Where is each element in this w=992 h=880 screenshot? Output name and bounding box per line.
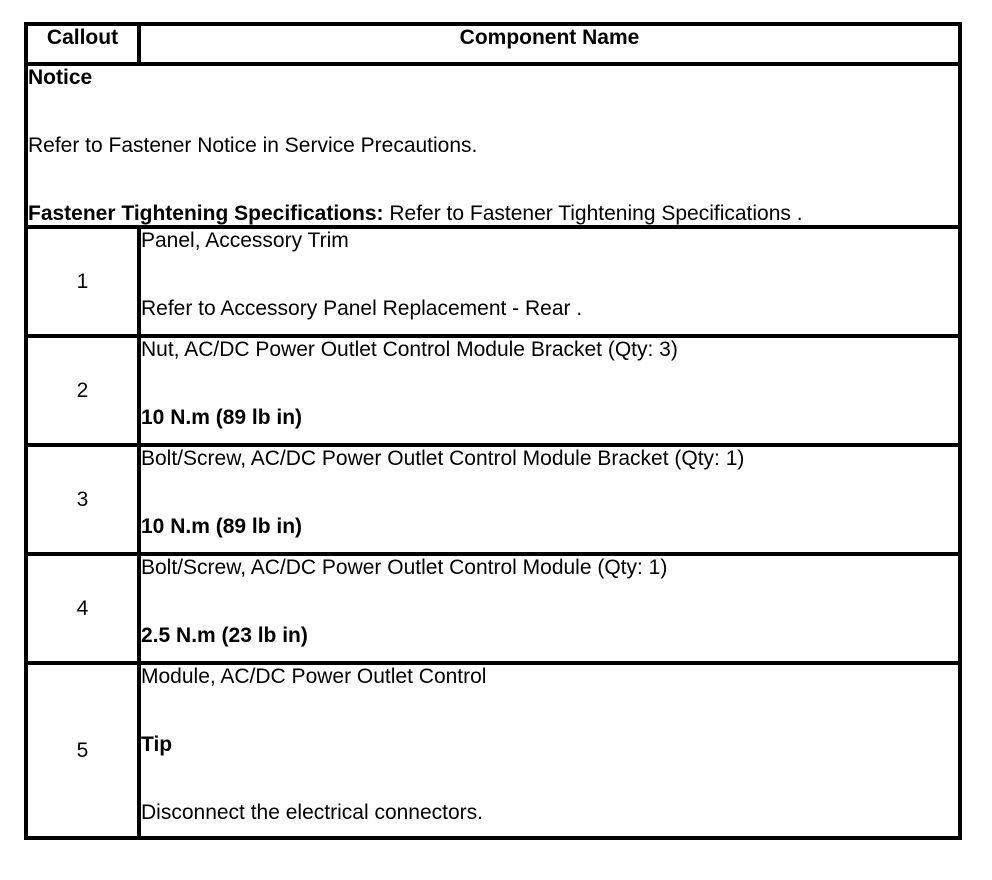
component-name: Bolt/Screw, AC/DC Power Outlet Control Module (Qty: 1) [141,556,668,579]
component-name-header: Component Name [139,24,960,64]
torque-spec: 10 N.m (89 lb in) [141,515,303,538]
fastener-spec-text: Refer to Fastener Tightening Specifications . [383,202,803,225]
component-table [24,22,962,840]
callout-number: 3 [26,445,139,554]
torque-spec: 2.5 N.m (23 lb in) [141,624,308,647]
component-detail: Disconnect the electrical connectors. [141,801,483,824]
component-detail: Refer to Accessory Panel Replacement - Rear . [141,297,583,320]
callout-number: 2 [26,336,139,445]
component-name: Nut, AC/DC Power Outlet Control Module Bracket (Qty: 3) [141,338,678,361]
notice-row [26,64,960,227]
notice-cell [26,64,960,227]
component-name: Module, AC/DC Power Outlet Control [141,665,487,688]
table-row [26,227,960,336]
callout-header: Callout [26,24,139,64]
fastener-spec-line [28,202,958,225]
table-row [26,445,960,554]
notice-text: Refer to Fastener Notice in Service Precautions. [28,134,478,157]
component-name: Panel, Accessory Trim [141,229,349,252]
component-name: Bolt/Screw, AC/DC Power Outlet Control Module Bracket (Qty: 1) [141,447,745,470]
component-cell [139,445,960,554]
callout-number: 5 [26,663,139,838]
torque-spec: 10 N.m (89 lb in) [141,406,303,429]
component-cell [139,554,960,663]
notice-title: Notice [28,66,93,89]
component-cell [139,663,960,838]
table-row [26,663,960,838]
table-row [26,336,960,445]
component-cell [139,227,960,336]
fastener-spec-label: Fastener Tightening Specifications: [28,202,384,225]
tip-label: Tip [141,733,173,756]
component-cell [139,336,960,445]
callout-number: 1 [26,227,139,336]
table-row [26,554,960,663]
callout-number: 4 [26,554,139,663]
header-row [26,24,960,64]
